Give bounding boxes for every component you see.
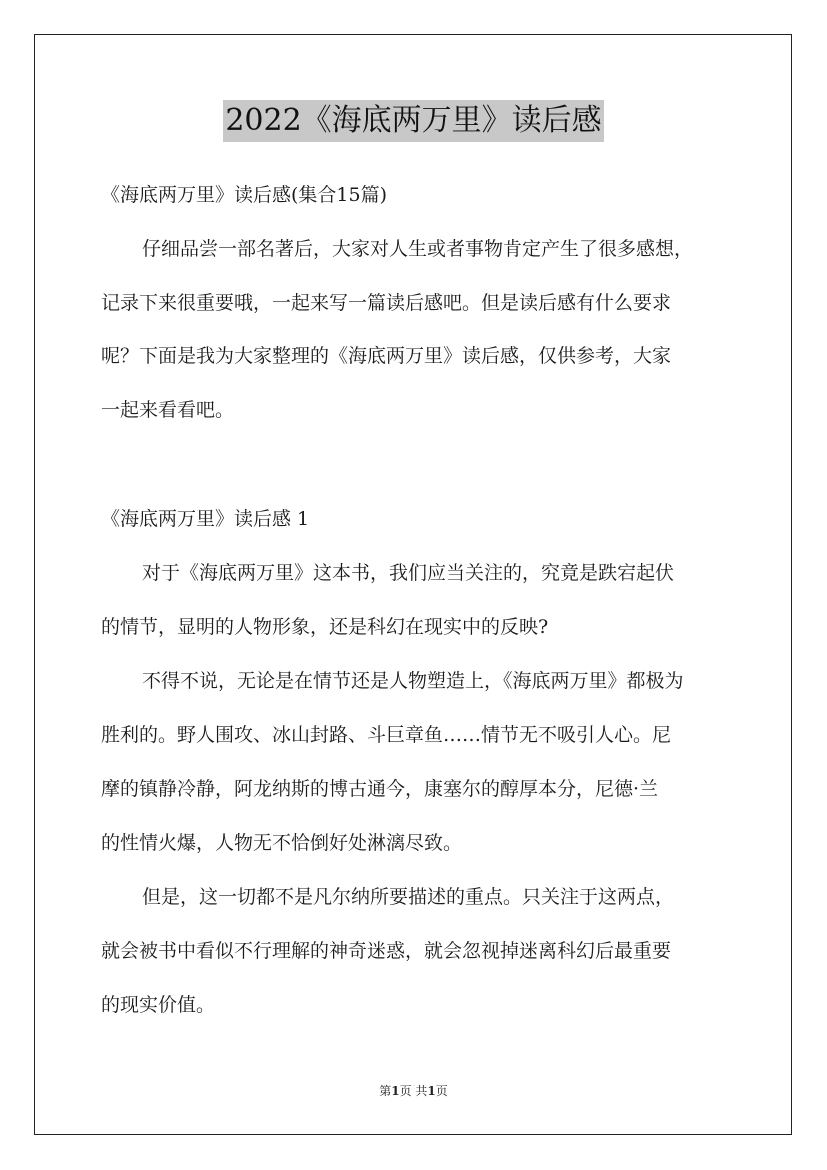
section-heading: 《海底两万里》读后感 1 (101, 508, 310, 530)
intro-line-3: 呢？下面是我为大家整理的《海底两万里》读后感，仅供参考，大家 (101, 345, 672, 367)
para2-line-1: 不得不说，无论是在情节还是人物塑造上，《海底两万里》都极为 (142, 670, 684, 692)
para3-line-3: 的现实价值。 (101, 994, 216, 1016)
footer-suffix: 页 (435, 1084, 448, 1098)
footer-current-page: 1 (391, 1084, 400, 1098)
document-title: 2022《海底两万里》读后感 (223, 100, 603, 142)
para3-line-1: 但是，这一切都不是凡尔纳所要描述的重点。只关注于这两点， (142, 886, 675, 908)
footer-mid: 页 共 (399, 1084, 428, 1098)
para1-line-2: 的情节，显明的人物形象，还是科幻在现实中的反映? (101, 616, 549, 638)
intro-line-2: 记录下来很重要哦，一起来写一篇读后感吧。但是读后感有什么要求 (101, 292, 672, 314)
para3-line-2: 就会被书中看似不行理解的神奇迷惑，就会忽视掉迷离科幻后最重要 (101, 940, 672, 962)
para2-line-3: 摩的镇静冷静，阿龙纳斯的博古通今，康塞尔的醇厚本分，尼德·兰 (101, 778, 659, 800)
para1-line-1: 对于《海底两万里》这本书，我们应当关注的，究竟是跌宕起伏 (142, 562, 675, 584)
title-container (0, 100, 827, 142)
footer-prefix: 第 (379, 1084, 392, 1098)
intro-line-1: 仔细品尝一部名著后，大家对人生或者事物肯定产生了很多感想， (142, 238, 694, 260)
footer-total-pages: 1 (427, 1084, 436, 1098)
para2-line-4: 的性情火爆，人物无不恰倒好处淋漓尽致。 (101, 832, 463, 854)
page-footer (0, 1083, 827, 1099)
document-subtitle: 《海底两万里》读后感(集合15篇) (101, 184, 388, 206)
intro-line-4: 一起来看看吧。 (101, 399, 235, 421)
para2-line-2: 胜利的。野人围攻、冰山封路、斗巨章鱼……情节无不吸引人心。尼 (101, 724, 672, 746)
